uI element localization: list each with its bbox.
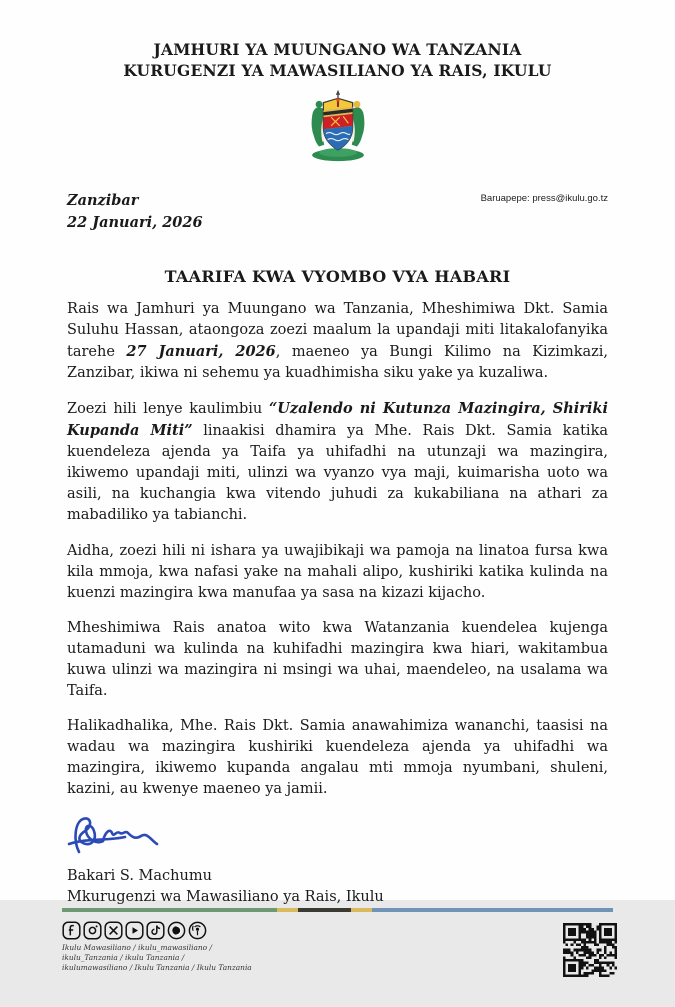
qr-code [563,923,617,981]
flag-divider-bottom [62,908,613,912]
paragraph-4: Mheshimiwa Rais anatoa wito kwa Watanzania kuendelea kujenga utamaduni wa kulinda na kuhifadhi mazingira kwa hiari, wakitambua kuwa ulinzi wa mazingira ni msingi wa uhai, maendeleo, na usalama wa Taifa. [67,619,608,699]
signatory-title: Mkurugenzi wa Mawasiliano ya Rais, Ikulu [67,888,384,905]
handles-line-3: ikulumawasiliano / Ikulu Tanzania / Ikulu Tanzania [62,963,252,973]
paragraph-3: Aidha, zoezi hili ni ishara ya uwajibikaji wa pamoja na linatoa fursa kwa kila mmoja, kwa nafasi yake na mahali alipo, kushiriki katika kulinda na kuenzi mazingira kwa manufaa ya sasa na kizazi kijacho. [67,542,608,601]
press-release-title: TAARIFA KWA VYOMBO VYA HABARI [164,267,511,287]
place-date-block [67,190,203,234]
header-line-2: KURUGENZI YA MAWASILIANO YA RAIS, IKULU [123,60,552,80]
dateline-date: 22 Januari, 2026 [67,213,203,231]
document-footer [0,908,675,1007]
paragraph-2: Zoezi hili lenye kaulimbiu “Uzalendo ni Kutunza Mazingira, Shiriki Kupanda Miti” linaakisi dhamira ya Mhe. Rais Dkt. Samia katika kuendeleza ajenda ya Taifa ya uhifadhi na utunzaji wa mazingira, ikiwemo upandaji miti, ulinzi wa vyanzo vya maji, kuimarisha uoto wa asili, na kuchangia kwa vitendo juhudi za kukabiliana na athari za mabadiliko ya tabianchi. [67,400,609,524]
paragraph-1: Rais wa Jamhuri ya Muungano wa Tanzania, Mheshimiwa Dkt. Samia Suluhu Hassan, ataongoza zoezi maalum la upandaji miti litakalofanyika tarehe 27 Januari, 2026, maeneo ya Bungi Kilimo na Kizimkazi, Zanzibar, ikiwa ni sehemu ya kuadhimisha siku yake ya kuzaliwa. [67,301,609,382]
instagram-icon [83,921,102,940]
handwritten-signature [67,814,163,862]
signature-block [67,814,608,908]
document-header [0,40,675,82]
press-email: Baruapepe: press@ikulu.go.tz [480,192,608,204]
social-icons-row [62,921,252,940]
podcast-icon [188,921,207,940]
tiktok-icon [146,921,165,940]
dateline-row [0,190,675,234]
handles-line-1: Ikulu Mawasiliano / ikulu_mawasiliano / [62,942,212,952]
document-body [0,299,675,907]
emblem-container [0,88,675,166]
tanzania-coat-of-arms-icon [294,88,382,162]
signatory-name: Bakari S. Machumu [67,867,212,884]
youtube-icon [125,921,144,940]
facebook-icon [62,921,81,940]
social-handles-block [62,921,252,974]
x-icon [104,921,123,940]
social-handles-text [62,943,252,974]
paragraph-5: Halikadhalika, Mhe. Rais Dkt. Samia anawahimiza wananchi, taasisi na wadau wa mazingira kushiriki kuendeleza ajenda ya uhifadhi wa mazingira, ikiwemo kupanda angalau mti mmoja nyumbani, shuleni, kazini, au kwenye maeneo ya jamii. [67,717,608,797]
dateline-place: Zanzibar [67,191,139,209]
handles-line-2: ikulu_Tanzania / ikulu Tanzania / [62,953,185,963]
header-line-1: JAMHURI YA MUUNGANO WA TANZANIA [153,40,522,59]
threads-icon [167,921,186,940]
